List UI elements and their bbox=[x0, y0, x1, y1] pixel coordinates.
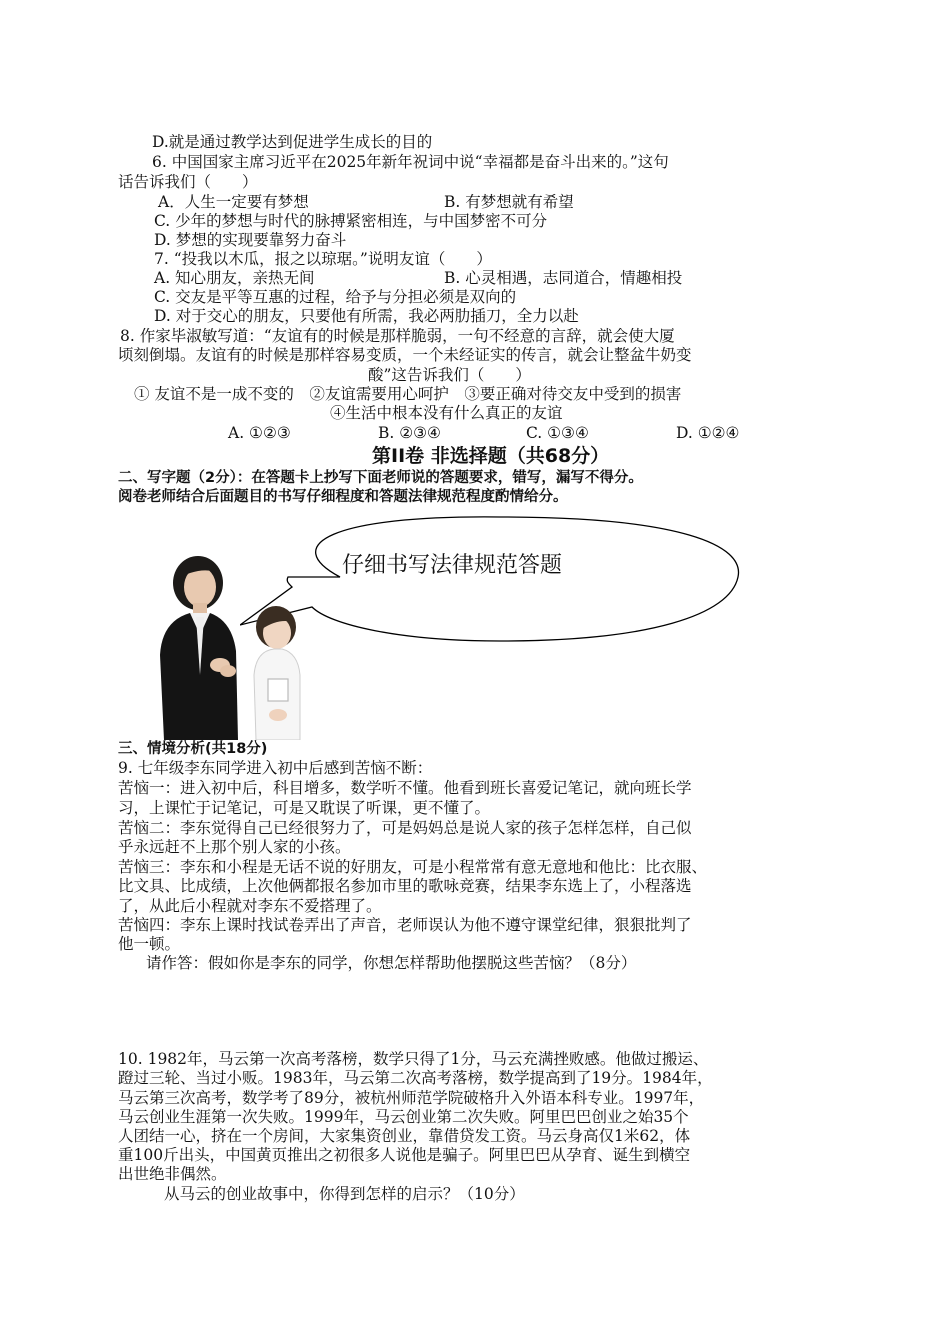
q10-line6: 重100斤出头，中国黄页推出之初很多人说他是骗子。阿里巴巴从孕育、诞生到横空 bbox=[118, 1146, 691, 1164]
q8-option-b: B. ②③④ bbox=[378, 424, 441, 442]
q6-option-c: C. 少年的梦想与时代的脉搏紧密相连，与中国梦密不可分 bbox=[154, 212, 548, 230]
q10-line7: 出世绝非偶然。 bbox=[118, 1165, 227, 1183]
q7-option-c: C. 交友是平等互惠的过程，给予与分担必须是双向的 bbox=[154, 288, 517, 306]
q10-line2: 蹬过三轮、当过小贩。1983年，马云第二次高考落榜，数学提高到了19分。1984年， bbox=[118, 1069, 713, 1087]
q8-option-d: D. ①②④ bbox=[676, 424, 740, 442]
q8-stem-line1: 8. 作家毕淑敏写道：“友谊有的时候是那样脆弱，一句不经意的言辞，就会使大厦 bbox=[120, 327, 675, 345]
writing-instruction-line2: 阅卷老师结合后面题目的书写仔细程度和答题法律规范程度酌情给分。 bbox=[118, 489, 568, 505]
writing-instruction-line1: 二、写字题（2分）：在答题卡上抄写下面老师说的答题要求，错写，漏写不得分。 bbox=[118, 470, 643, 486]
q10-question: 从马云的创业故事中，你得到怎样的启示？（10分） bbox=[164, 1185, 525, 1203]
q9-trouble4-line1: 苦恼四：李东上课时找试卷弄出了声音，老师误认为他不遵守课堂纪律，狠狠批判了 bbox=[118, 916, 692, 934]
q7-option-d: D. 对于交心的朋友，只要他有所需，我必两肋插刀，全力以赴 bbox=[154, 307, 579, 325]
q9-question: 请作答：假如你是李东的同学，你想怎样帮助他摆脱这些苦恼？（8分） bbox=[146, 954, 637, 972]
q7-option-b: B. 心灵相遇，志同道合，情趣相投 bbox=[444, 269, 683, 287]
bubble-text: 仔细书写法律规范答题 bbox=[342, 553, 563, 578]
q9-trouble3-line1: 苦恼三：李东和小程是无话不说的好朋友，可是小程常常有意无意地和他比：比衣服、 bbox=[118, 858, 708, 876]
q6-option-b: B. 有梦想就有希望 bbox=[444, 193, 574, 211]
q8-stem-line2: 顷刻倒塌。友谊有的时候是那样容易变质，一个未经证实的传言，就会让整盆牛奶变 bbox=[118, 346, 692, 364]
q9-trouble1-line1: 苦恼一：进入初中后，科目增多，数学听不懂。他看到班长喜爱记笔记，就向班长学 bbox=[118, 779, 692, 797]
q8-stem-line3: 酸”这告诉我们（ ） bbox=[368, 366, 531, 384]
q5-option-d: D.就是通过教学达到促进学生成长的目的 bbox=[152, 133, 433, 151]
q9-stem: 9. 七年级李东同学进入初中后感到苦恼不断： bbox=[118, 759, 433, 777]
q6-option-d: D. 梦想的实现要靠努力奋斗 bbox=[154, 231, 347, 249]
q9-trouble1-line2: 习，上课忙于记笔记，可是又耽误了听课，更不懂了。 bbox=[118, 799, 491, 817]
q8-option-a: A. ①②③ bbox=[228, 424, 291, 442]
section-three-heading: 三、情境分析(共18分) bbox=[118, 741, 268, 757]
q9-trouble2-line2: 乎永远赶不上那个别人家的小孩。 bbox=[118, 838, 351, 856]
section-title: 第II卷 非选择题（共68分） bbox=[372, 445, 610, 467]
q9-trouble3-line2: 比文具、比成绩，上次他俩都报名参加市里的歌咏竞赛，结果李东选上了，小程落选 bbox=[118, 877, 692, 895]
q9-trouble4-line2: 他一顿。 bbox=[118, 935, 181, 953]
q7-option-a: A. 知心朋友，亲热无间 bbox=[154, 269, 315, 287]
q10-line1: 10. 1982年，马云第一次高考落榜，数学只得了1分，马云充满挫败感。他做过搬运、 bbox=[118, 1050, 709, 1068]
teacher-student-photo bbox=[150, 555, 320, 740]
q8-option-c: C. ①③④ bbox=[526, 424, 589, 442]
q8-items-line2: ④生活中根本没有什么真正的友谊 bbox=[330, 404, 563, 422]
q7-stem: 7. “投我以木瓜，报之以琼琚。”说明友谊（ ） bbox=[154, 250, 492, 268]
q9-trouble3-line3: 了，从此后小程就对李东不爱搭理了。 bbox=[118, 897, 382, 915]
q6-option-a: A．人生一定要有梦想 bbox=[158, 193, 309, 211]
q10-line5: 人团结一心，挤在一个房间，大家集资创业，靠借贷发工资。马云身高仅1米62，体 bbox=[118, 1127, 691, 1145]
q6-stem-line2: 话告诉我们（ ） bbox=[118, 173, 258, 191]
q10-line4: 马云创业生涯第一次失败。1999年，马云创业第二次失败。阿里巴巴创业之始35个 bbox=[118, 1108, 689, 1126]
q8-items-line1: ① 友谊不是一成不变的 ②友谊需要用心呵护 ③要正确对待交友中受到的损害 bbox=[134, 385, 682, 403]
q9-trouble2-line1: 苦恼二：李东觉得自己已经很努力了，可是妈妈总是说人家的孩子怎样怎样，自己似 bbox=[118, 819, 692, 837]
q10-line3: 马云第三次高考，数学考了89分，被杭州师范学院破格升入外语本科专业。1997年， bbox=[118, 1089, 705, 1107]
q6-stem-line1: 6. 中国国家主席习近平在2025年新年祝词中说“幸福都是奋斗出来的。”这句 bbox=[152, 153, 669, 171]
